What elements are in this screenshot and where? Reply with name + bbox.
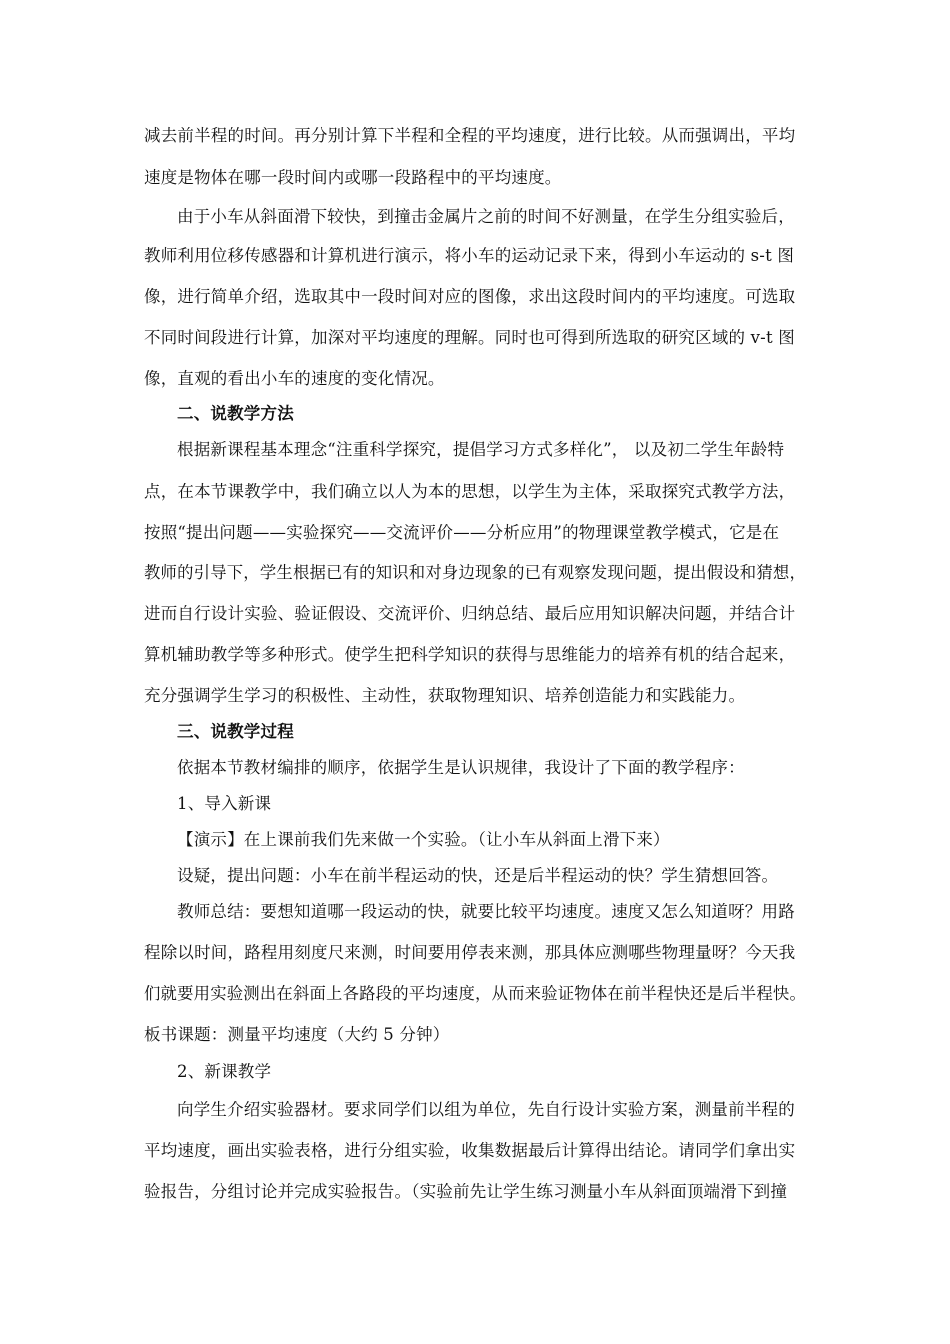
section-heading: 二、说教学方法 xyxy=(177,404,294,423)
paragraph-line: 依据本节教材编排的顺序，依据学生是认识规律，我设计了下面的教学程序： xyxy=(177,758,745,777)
paragraph-line: 减去前半程的时间。再分别计算下半程和全程的平均速度，进行比较。从而强调出，平均 xyxy=(144,126,796,145)
paragraph-line: 教师总结：要想知道哪一段运动的快，就要比较平均速度。速度又怎么知道呀？用路 xyxy=(177,902,795,921)
paragraph-line: 按照“提出问题——实验探究——交流评价——分析应用”的物理课堂教学模式，它是在 xyxy=(144,523,780,542)
paragraph-line: 点，在本节课教学中，我们确立以人为本的思想，以学生为主体，采取探究式教学方法， xyxy=(144,482,796,501)
paragraph-line: 板书课题：测量平均速度（大约 5 分钟） xyxy=(144,1025,450,1044)
paragraph-line: 【演示】在上课前我们先来做一个实验。（让小车从斜面上滑下来） xyxy=(177,830,670,849)
paragraph-line: 向学生介绍实验器材。要求同学们以组为单位，先自行设计实验方案，测量前半程的 xyxy=(177,1100,795,1119)
paragraph-line: 速度是物体在哪一段时间内或哪一段路程中的平均速度。 xyxy=(144,168,562,187)
paragraph-line: 不同时间段进行计算，加深对平均速度的理解。同时也可得到所选取的研究区域的 v-t 图 xyxy=(144,328,795,347)
paragraph-line: 进而自行设计实验、验证假设、交流评价、归纳总结、最后应用知识解决问题，并结合计 xyxy=(144,604,796,623)
paragraph-line: 验报告，分组讨论并完成实验报告。（实验前先让学生练习测量小车从斜面顶端滑下到撞 xyxy=(144,1182,788,1201)
paragraph-line: 设疑，提出问题：小车在前半程运动的快，还是后半程运动的快？学生猜想回答。 xyxy=(177,866,779,885)
paragraph-line: 由于小车从斜面滑下较快，到撞击金属片之前的时间不好测量，在学生分组实验后， xyxy=(177,207,795,226)
subsection-heading: 1、导入新课 xyxy=(177,794,272,813)
paragraph-line: 充分强调学生学习的积极性、主动性，获取物理知识、培养创造能力和实践能力。 xyxy=(144,686,746,705)
paragraph-line: 算机辅助教学等多种形式。使学生把科学知识的获得与思维能力的培养有机的结合起来， xyxy=(144,645,796,664)
paragraph-line: 教师利用位移传感器和计算机进行演示，将小车的运动记录下来，得到小车运动的 s-t 图 xyxy=(144,246,795,265)
paragraph-line: 像，进行简单介绍，选取其中一段时间对应的图像，求出这段时间内的平均速度。可选取 xyxy=(144,287,796,306)
paragraph-line: 教师的引导下，学生根据已有的知识和对身边现象的已有观察发现问题，提出假设和猜想， xyxy=(144,563,806,582)
subsection-heading: 2、新课教学 xyxy=(177,1062,272,1081)
paragraph-line: 平均速度，画出实验表格，进行分组实验，收集数据最后计算得出结论。请同学们拿出实 xyxy=(144,1141,796,1160)
section-heading: 三、说教学过程 xyxy=(177,722,294,741)
paragraph-line: 像，直观的看出小车的速度的变化情况。 xyxy=(144,369,445,388)
paragraph-line: 们就要用实验测出在斜面上各路段的平均速度，从而来验证物体在前半程快还是后半程快。 xyxy=(144,984,806,1003)
paragraph-line: 根据新课程基本理念“注重科学探究，提倡学习方式多样化”， 以及初二学生年龄特 xyxy=(177,440,785,459)
paragraph-line: 程除以时间，路程用刻度尺来测，时间要用停表来测，那具体应测哪些物理量呀？今天我 xyxy=(144,943,796,962)
